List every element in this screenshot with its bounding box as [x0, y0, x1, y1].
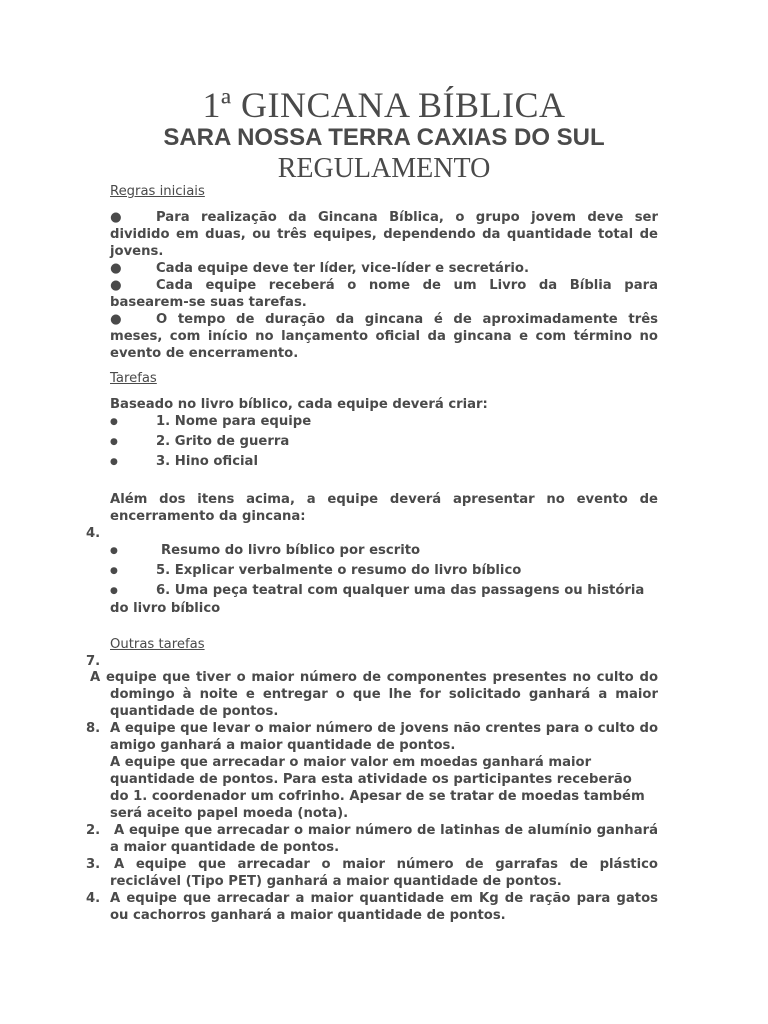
list-number: 3.: [86, 857, 101, 872]
section-title-outras: Outras tarefas: [110, 637, 205, 652]
tarefas-intro: Baseado no livro bíblico, cada equipe deverá criar:: [110, 397, 488, 412]
tarefas-item-2: ● 2. Grito de guerra: [110, 434, 290, 449]
tarefas-item-1: ● 1. Nome para equipe: [110, 414, 312, 429]
bullet-icon: ●: [110, 437, 118, 447]
outras-item-2: A equipe que levar o maior número de jovens não crentes para o culto do amigo ganhará a maior quantidade de pontos.: [110, 721, 658, 753]
list-number: 4.: [86, 526, 101, 541]
alem-item-2: ● 5. Explicar verbalmente o resumo do livro bíblico: [110, 563, 522, 578]
document-heading: REGULAMENTO: [277, 153, 491, 184]
bullet-icon: ●: [110, 312, 122, 327]
bullet-icon: ●: [110, 546, 118, 556]
bullet-icon: ●: [110, 278, 122, 293]
outras-item-5: A equipe que arrecadar o maior número de garrafas de plástico reciclável (Tipo PET) ganhará a maior quantidade de pontos.: [110, 857, 658, 889]
list-number: 4.: [86, 891, 101, 906]
regras-item-4: ● O tempo de duração da gincana é de aproximadamente três meses, com início no lançamento oficial da gincana e com término no evento de encerramento.: [110, 312, 658, 361]
bullet-icon: ●: [110, 210, 122, 225]
outras-item-6: A equipe que arrecadar a maior quantidade em Kg de ração para gatos ou cachorros ganhará a maior quantidade de pontos.: [110, 891, 658, 923]
alem-item-3: ● 6. Uma peça teatral com qualquer uma das passagens ou história do livro bíblico: [110, 583, 645, 616]
outras-item-1: A equipe que tiver o maior número de componentes presentes no culto do domingo à noite e entregar o que lhe for solicitado ganhará a maior quantidade de pontos.: [90, 670, 658, 719]
bullet-icon: ●: [110, 457, 118, 467]
bullet-icon: ●: [110, 261, 122, 276]
regras-item-3: ● Cada equipe receberá o nome de um Livro da Bíblia para basearem-se suas tarefas.: [110, 278, 658, 310]
section-title-tarefas: Tarefas: [110, 371, 157, 386]
bullet-icon: ●: [110, 566, 118, 576]
alem-paragraph: Além dos itens acima, a equipe deverá apresentar no evento de encerramento da gincana:: [110, 492, 658, 524]
document-subtitle: SARA NOSSA TERRA CAXIAS DO SUL: [163, 124, 605, 151]
section-title-regras: Regras iniciais: [110, 184, 205, 199]
list-number: 8.: [86, 721, 101, 736]
outras-item-3-line1: A equipe que arrecadar o maior valor em moedas ganhará maior: [110, 755, 592, 770]
list-number: 7.: [86, 654, 101, 669]
bullet-icon: ●: [110, 586, 118, 596]
outras-item-3-line2: quantidade de pontos. Para esta atividade os participantes receberão: [110, 772, 632, 787]
tarefas-item-3: ● 3. Hino oficial: [110, 454, 258, 469]
outras-item-3-line4: será aceito papel moeda (nota).: [110, 806, 349, 821]
regras-item-2: ● Cada equipe deve ter líder, vice-líder e secretário.: [110, 261, 529, 276]
bullet-icon: ●: [110, 417, 118, 427]
outras-item-4: A equipe que arrecadar o maior número de latinhas de alumínio ganhará a maior quantidade de pontos.: [110, 823, 658, 855]
list-number: 2.: [86, 823, 101, 838]
alem-item-1: ● Resumo do livro bíblico por escrito: [110, 543, 421, 558]
outras-item-3-line3: do 1. coordenador um cofrinho. Apesar de se tratar de moedas também: [110, 789, 645, 804]
document-title: 1ª GINCANA BÍBLICA: [202, 85, 566, 125]
regras-item-1: ● Para realização da Gincana Bíblica, o grupo jovem deve ser dividido em duas, ou três equipes, dependendo da quantidade total de jovens.: [110, 210, 658, 259]
